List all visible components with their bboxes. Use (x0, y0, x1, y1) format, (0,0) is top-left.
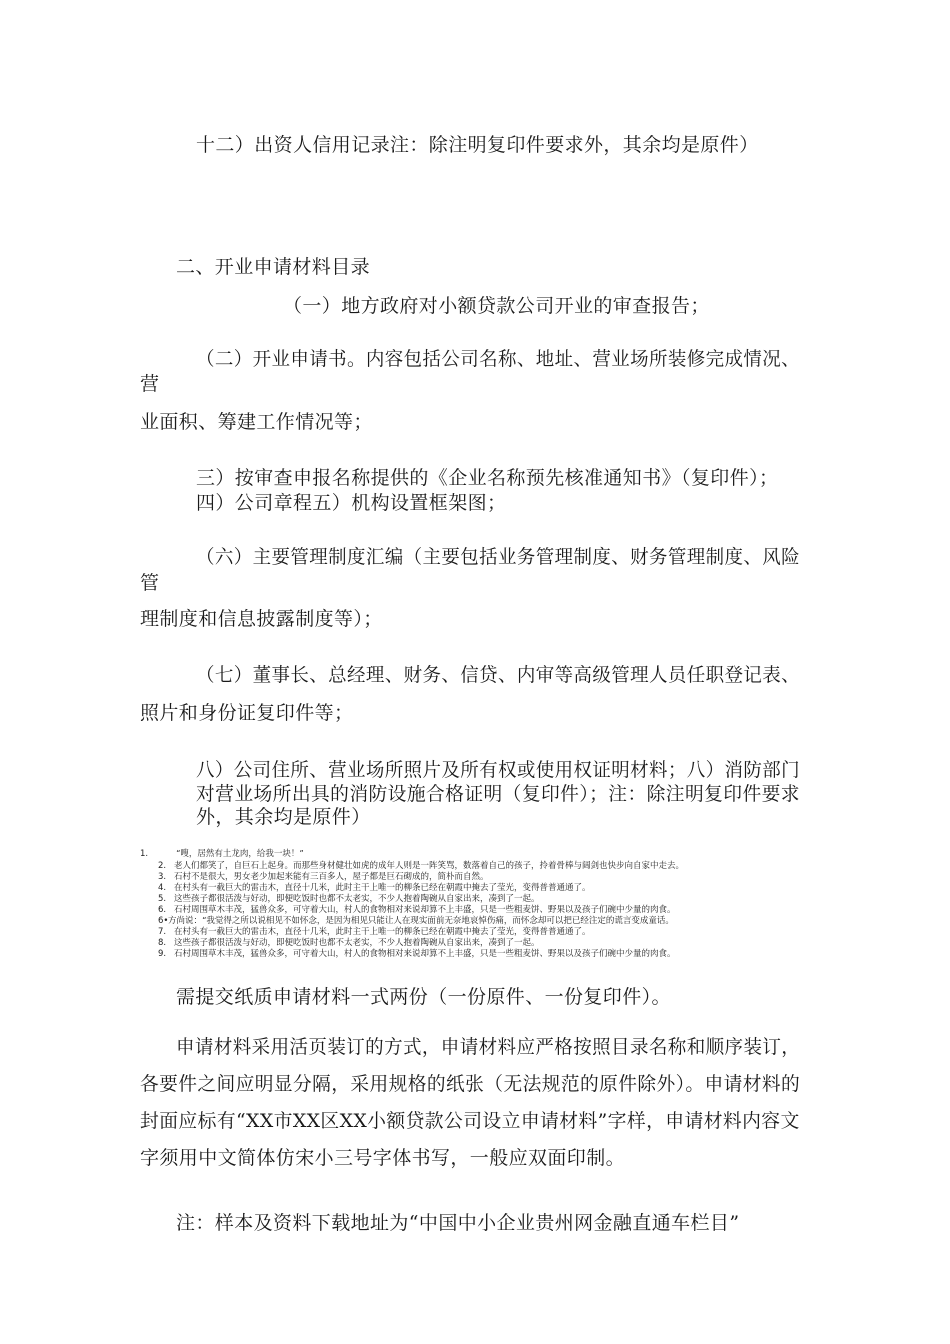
paragraph-line: 封面应标有“XX市XX区XX小额贷款公司设立申请材料”字样，申请材料内容文 (140, 1110, 800, 1132)
footnote-text: 在村头有一截巨大的雷击木，直径十几米，此时主干上唯一的柳条已经在朝霞中掩去了莹光，变得普普通通了。 (174, 883, 591, 893)
footnote-text: “嗖，居然有土龙肉，给我一块！” (176, 849, 304, 859)
paragraph-line: 申请材料采用活页装订的方式，申请材料应严格按照目录名称和顺序装订， (176, 1036, 801, 1058)
footnote-text: 这些孩子都很活泼与好动，即便吃饭时也都不太老实，不少人抱着陶碗从自家出来，凑到了一起。 (174, 938, 540, 948)
footnote-number: 5. (158, 894, 167, 904)
footnote-text: 石村不是很大，男女老少加起来能有三百多人，屋子都是巨石砌成的，简朴而自然。 (174, 872, 489, 882)
paragraph-line: 各要件之间应明显分隔，采用规格的纸张（无法规范的原件除外）。申请材料的 (140, 1073, 801, 1095)
footnote-text: 老人们都笑了，自巨石上起身。而那些身材健壮如虎的成年人则是一阵笑骂，数落着自己的孩子，拎着骨棒与阔剑也快步向自家中走去。 (174, 861, 685, 871)
paragraph-line: 十二）出资人信用记录注：除注明复印件要求外，其余均是原件） (196, 134, 759, 156)
list-item-continued: 外，其余均是原件） (196, 806, 371, 828)
footnote-text: 这些孩子都很活泼与好动，即便吃饭时也都不太老实，不少人抱着陶碗从自家出来，凑到了一起。 (174, 894, 540, 904)
paragraph-line: 字须用中文简体仿宋小三号字体书写，一般应双面印制。 (140, 1147, 626, 1169)
footnote-text: 石村周围草木丰茂，猛兽众多，可守着大山，村人的食物相对来说却算不上丰盛，只是一些粗麦饼、野果以及孩子们碗中少量的肉食。 (174, 949, 676, 959)
footnote-number: 2. (158, 861, 167, 871)
list-item-continued: 管 (140, 572, 160, 594)
list-item: （二）开业申请书。内容包括公司名称、地址、营业场所装修完成情况、 (196, 348, 801, 370)
footnote-number: 6. (158, 905, 167, 915)
list-item-continued: 业面积、筹建工作情况等； (140, 411, 373, 433)
footnote-number: 9. (158, 949, 167, 959)
footnote-number: 3. (158, 872, 167, 882)
footnote-text: 方尚说：“我觉得之所以说相见不如怀念，是因为相见只能让人在现实面前无奈地哀悼伤痛，而怀念却可以把已经注定的谎言变成童话。 (168, 916, 674, 926)
list-item: （六）主要管理制度汇编（主要包括业务管理制度、财务管理制度、风险 (196, 546, 801, 568)
list-item-continued: 理制度和信息披露制度等）； (140, 608, 383, 630)
footnote-number: 6• (158, 916, 169, 926)
list-item: （一）地方政府对小额贷款公司开业的审查报告； (283, 295, 710, 317)
footnote-list (140, 849, 760, 961)
footnote-text: 石村周围草木丰茂，猛兽众多，可守着大山，村人的食物相对来说却算不上丰盛，只是一些粗麦饼、野果以及孩子们碗中少量的肉食。 (174, 905, 676, 915)
list-item-continued: 营 (140, 373, 160, 395)
list-item: 八）公司住所、营业场所照片及所有权或使用权证明材料；八）消防部门 (196, 759, 801, 781)
list-item: 三）按审查申报名称提供的《企业名称预先核准通知书》（复印件）； (196, 467, 779, 489)
footnote-number: 4. (158, 883, 167, 893)
list-item-continued: 对营业场所出具的消防设施合格证明（复印件）；注：除注明复印件要求 (196, 783, 800, 805)
list-item-continued: 照片和身份证复印件等； (140, 702, 354, 724)
paragraph-line: 注：样本及资料下载地址为“中国中小企业贵州网金融直通车栏目” (176, 1212, 740, 1234)
list-item: （七）董事长、总经理、财务、信贷、内审等高级管理人员任职登记表、 (196, 664, 801, 686)
list-item: 四）公司章程五）机构设置框架图； (196, 492, 507, 514)
footnote-number: 8. (158, 938, 167, 948)
paragraph-line: 需提交纸质申请材料一式两份（一份原件、一份复印件）。 (176, 986, 671, 1008)
section-heading: 二、开业申请材料目录 (176, 256, 371, 278)
footnote-number: 1. (140, 849, 149, 859)
footnote-number: 7. (158, 927, 167, 937)
footnote-text: 在村头有一截巨大的雷击木，直径十几米，此时主干上唯一的柳条已经在朝霞中掩去了莹光，变得普普通通了。 (174, 927, 591, 937)
